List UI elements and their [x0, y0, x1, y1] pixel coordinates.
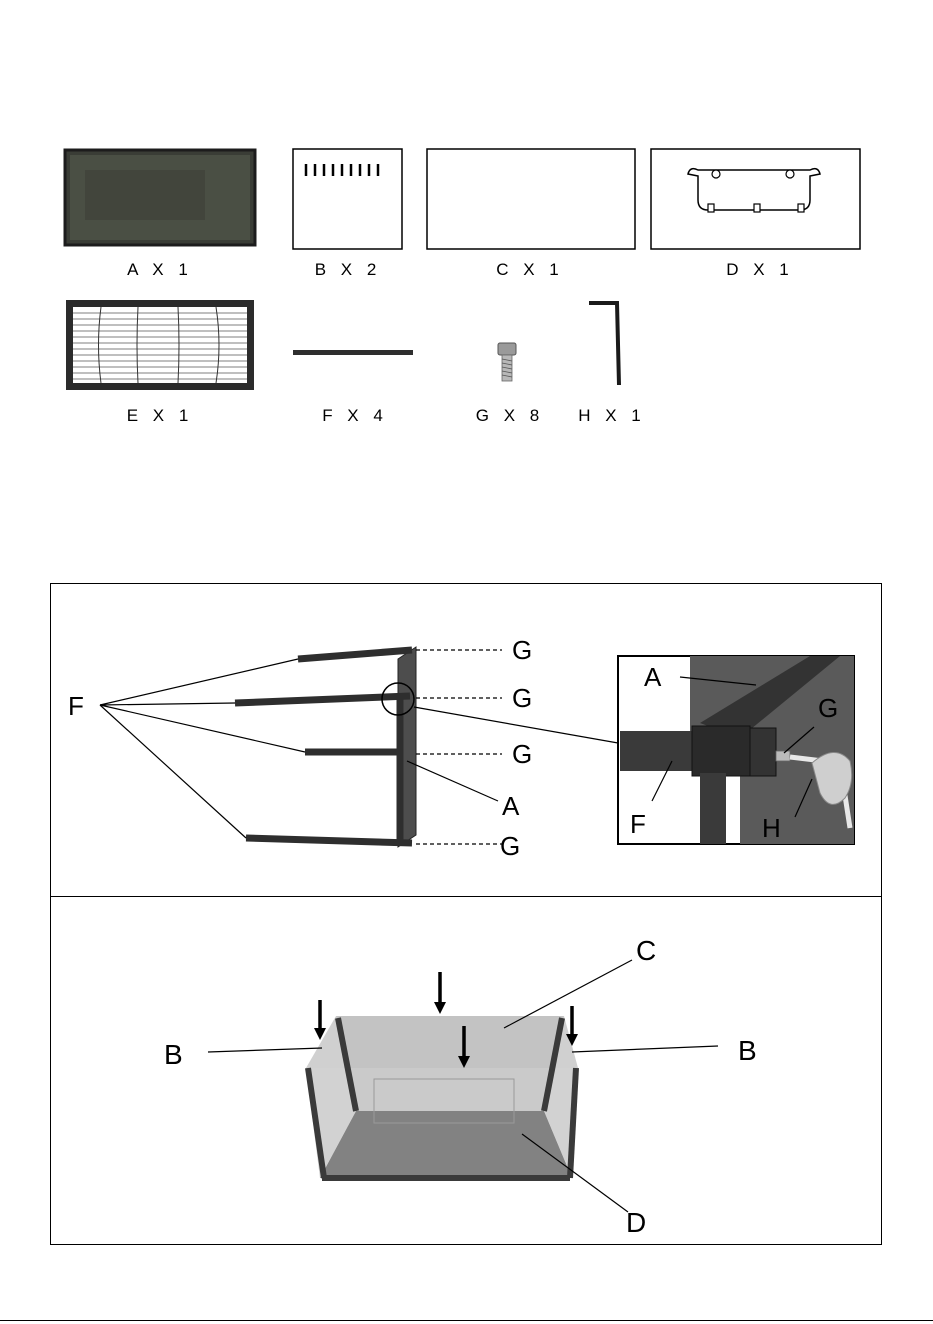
- part-a-label: A X 1: [127, 260, 193, 279]
- detail-label-h: H: [762, 813, 781, 843]
- step1-label-f: F: [68, 691, 84, 721]
- step1-diagram: [50, 583, 882, 897]
- part-a-image: [65, 150, 255, 245]
- step1-label-g-4: G: [500, 831, 521, 861]
- part-g-label: G X 8: [475, 406, 545, 425]
- part-e-image: [66, 300, 254, 390]
- part-c-label: C X 1: [496, 260, 564, 279]
- step1-label-a: A: [502, 791, 520, 821]
- step2-label-b-left: B: [164, 1039, 183, 1070]
- part-b-image: [292, 148, 404, 250]
- part-c-image: [426, 148, 637, 250]
- part-d-label: D X 1: [726, 260, 794, 279]
- detail-label-f: F: [630, 809, 646, 839]
- part-h-image: [587, 300, 627, 388]
- step1-label-g-3: G: [512, 739, 533, 769]
- step1-detail-inset: [618, 656, 854, 844]
- step1-label-g-2: G: [512, 683, 533, 713]
- part-g-image: [496, 343, 520, 383]
- part-e-label: E X 1: [126, 406, 194, 425]
- step2-label-d: D: [626, 1207, 647, 1238]
- step1-label-g-1: G: [512, 635, 533, 665]
- part-f-image: [293, 348, 415, 358]
- part-h-label: H X 1: [578, 406, 646, 425]
- step2-label-b-right: B: [738, 1035, 757, 1066]
- detail-label-g: G: [818, 693, 839, 723]
- part-b-label: B X 2: [314, 260, 382, 279]
- page-bottom-rule: [0, 1320, 933, 1321]
- step2-diagram: [50, 896, 882, 1245]
- step2-label-c: C: [636, 935, 657, 966]
- part-d-image: [650, 148, 862, 250]
- part-f-label: F X 4: [322, 406, 388, 425]
- detail-label-a: A: [644, 662, 662, 692]
